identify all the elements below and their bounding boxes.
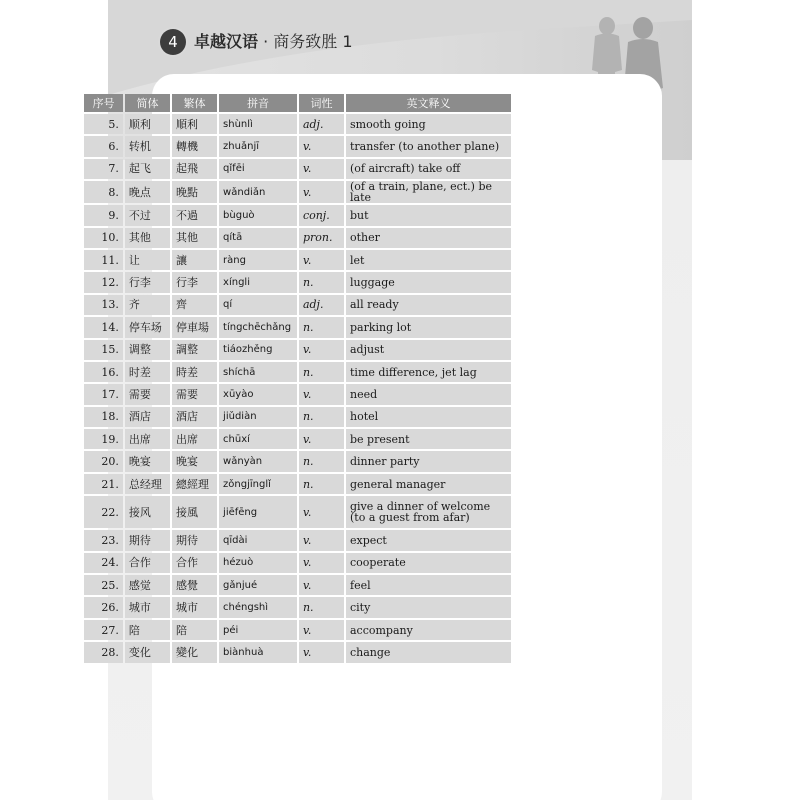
- book-title-subtitle: · 商务致胜 1: [263, 32, 353, 51]
- book-title: [194, 32, 353, 52]
- cell-traditional: 合作: [172, 553, 217, 573]
- cell-traditional: 齊: [172, 295, 217, 315]
- col-header-simplified: 简体: [125, 94, 170, 112]
- cell-english: (of aircraft) take off: [346, 159, 511, 179]
- cell-number: 7.: [84, 159, 123, 179]
- cell-part-of-speech: n.: [299, 597, 344, 617]
- cell-simplified: 起飞: [125, 159, 170, 179]
- cell-english: give a dinner of welcome (to a guest from afar): [346, 496, 511, 528]
- table-row: [84, 340, 511, 360]
- cell-number: 23.: [84, 530, 123, 550]
- cell-simplified: 期待: [125, 530, 170, 550]
- cell-simplified: 不过: [125, 205, 170, 225]
- cell-traditional: 行李: [172, 272, 217, 292]
- cell-number: 24.: [84, 553, 123, 573]
- vocabulary-table-body: [84, 114, 511, 663]
- cell-simplified: 出席: [125, 429, 170, 449]
- cell-number: 11.: [84, 250, 123, 270]
- table-row: [84, 530, 511, 550]
- cell-english: need: [346, 384, 511, 404]
- table-row: [84, 575, 511, 595]
- page-number-badge: 4: [160, 29, 186, 55]
- cell-number: 18.: [84, 407, 123, 427]
- cell-pinyin: tiáozhěng: [219, 340, 297, 360]
- cell-english: city: [346, 597, 511, 617]
- cell-english: dinner party: [346, 451, 511, 471]
- cell-english: other: [346, 228, 511, 248]
- cell-part-of-speech: n.: [299, 362, 344, 382]
- cell-english: cooperate: [346, 553, 511, 573]
- cell-pinyin: qīdài: [219, 530, 297, 550]
- cell-pinyin: shùnlì: [219, 114, 297, 134]
- cell-english: feel: [346, 575, 511, 595]
- cell-part-of-speech: adj.: [299, 295, 344, 315]
- cell-english: all ready: [346, 295, 511, 315]
- cell-simplified: 晚点: [125, 181, 170, 203]
- cell-pinyin: xūyào: [219, 384, 297, 404]
- cell-number: 25.: [84, 575, 123, 595]
- cell-part-of-speech: v.: [299, 136, 344, 156]
- cell-traditional: 起飛: [172, 159, 217, 179]
- cell-number: 21.: [84, 474, 123, 494]
- cell-number: 6.: [84, 136, 123, 156]
- table-row: [84, 384, 511, 404]
- cell-number: 13.: [84, 295, 123, 315]
- cell-pinyin: gǎnjué: [219, 575, 297, 595]
- cell-simplified: 变化: [125, 642, 170, 662]
- cell-english: general manager: [346, 474, 511, 494]
- cell-number: 27.: [84, 620, 123, 640]
- cell-part-of-speech: n.: [299, 451, 344, 471]
- table-row: [84, 295, 511, 315]
- cell-part-of-speech: v.: [299, 181, 344, 203]
- cell-english: parking lot: [346, 317, 511, 337]
- vocabulary-table: [82, 92, 513, 665]
- cell-pinyin: shíchā: [219, 362, 297, 382]
- table-row: [84, 597, 511, 617]
- cell-part-of-speech: n.: [299, 474, 344, 494]
- cell-english: smooth going: [346, 114, 511, 134]
- cell-part-of-speech: pron.: [299, 228, 344, 248]
- cell-traditional: 轉機: [172, 136, 217, 156]
- cell-traditional: 酒店: [172, 407, 217, 427]
- cell-pinyin: qǐfēi: [219, 159, 297, 179]
- cell-number: 22.: [84, 496, 123, 528]
- cell-part-of-speech: n.: [299, 272, 344, 292]
- cell-number: 26.: [84, 597, 123, 617]
- cell-simplified: 时差: [125, 362, 170, 382]
- col-header-part-of-speech: 词性: [299, 94, 344, 112]
- table-row: [84, 496, 511, 528]
- table-header-row: [84, 94, 511, 112]
- cell-english: let: [346, 250, 511, 270]
- cell-simplified: 总经理: [125, 474, 170, 494]
- cell-pinyin: qítā: [219, 228, 297, 248]
- col-header-pinyin: 拼音: [219, 94, 297, 112]
- cell-part-of-speech: adj.: [299, 114, 344, 134]
- cell-part-of-speech: n.: [299, 407, 344, 427]
- cell-english: expect: [346, 530, 511, 550]
- cell-english: hotel: [346, 407, 511, 427]
- cell-part-of-speech: conj.: [299, 205, 344, 225]
- cell-english: change: [346, 642, 511, 662]
- cell-part-of-speech: v.: [299, 496, 344, 528]
- book-title-main: 卓越汉语: [194, 32, 259, 51]
- cell-part-of-speech: v.: [299, 384, 344, 404]
- cell-pinyin: hézuò: [219, 553, 297, 573]
- table-row: [84, 181, 511, 203]
- cell-part-of-speech: v.: [299, 642, 344, 662]
- cell-number: 28.: [84, 642, 123, 662]
- cell-part-of-speech: v.: [299, 575, 344, 595]
- table-row: [84, 451, 511, 471]
- cell-traditional: 晚宴: [172, 451, 217, 471]
- cell-simplified: 调整: [125, 340, 170, 360]
- cell-pinyin: chūxí: [219, 429, 297, 449]
- cell-pinyin: wǎndiǎn: [219, 181, 297, 203]
- cell-number: 16.: [84, 362, 123, 382]
- table-row: [84, 620, 511, 640]
- cell-simplified: 城市: [125, 597, 170, 617]
- cell-traditional: 不過: [172, 205, 217, 225]
- cell-number: 8.: [84, 181, 123, 203]
- cell-simplified: 顺利: [125, 114, 170, 134]
- col-header-traditional: 繁体: [172, 94, 217, 112]
- cell-pinyin: tíngchēchǎng: [219, 317, 297, 337]
- cell-traditional: 調整: [172, 340, 217, 360]
- cell-number: 9.: [84, 205, 123, 225]
- cell-english: adjust: [346, 340, 511, 360]
- cell-number: 10.: [84, 228, 123, 248]
- cell-part-of-speech: v.: [299, 250, 344, 270]
- cell-part-of-speech: v.: [299, 429, 344, 449]
- cell-simplified: 需要: [125, 384, 170, 404]
- cell-english: accompany: [346, 620, 511, 640]
- cell-traditional: 時差: [172, 362, 217, 382]
- cell-number: 19.: [84, 429, 123, 449]
- cell-part-of-speech: v.: [299, 159, 344, 179]
- cell-number: 17.: [84, 384, 123, 404]
- cell-english: be present: [346, 429, 511, 449]
- cell-pinyin: ràng: [219, 250, 297, 270]
- cell-traditional: 陪: [172, 620, 217, 640]
- cell-part-of-speech: v.: [299, 530, 344, 550]
- table-row: [84, 407, 511, 427]
- cell-number: 14.: [84, 317, 123, 337]
- cell-simplified: 陪: [125, 620, 170, 640]
- cell-english: (of a train, plane, ect.) be late: [346, 181, 511, 203]
- cell-pinyin: jiǔdiàn: [219, 407, 297, 427]
- cell-part-of-speech: v.: [299, 620, 344, 640]
- cell-part-of-speech: n.: [299, 317, 344, 337]
- table-row: [84, 205, 511, 225]
- table-row: [84, 362, 511, 382]
- cell-simplified: 晚宴: [125, 451, 170, 471]
- cell-english: luggage: [346, 272, 511, 292]
- cell-english: time difference, jet lag: [346, 362, 511, 382]
- col-header-number: 序号: [84, 94, 123, 112]
- cell-pinyin: zǒngjīnglǐ: [219, 474, 297, 494]
- cell-traditional: 順利: [172, 114, 217, 134]
- table-row: [84, 272, 511, 292]
- cell-traditional: 出席: [172, 429, 217, 449]
- col-header-english: 英文释义: [346, 94, 511, 112]
- cell-traditional: 需要: [172, 384, 217, 404]
- cell-traditional: 接風: [172, 496, 217, 528]
- cell-traditional: 總經理: [172, 474, 217, 494]
- cell-number: 15.: [84, 340, 123, 360]
- cell-pinyin: péi: [219, 620, 297, 640]
- table-row: [84, 228, 511, 248]
- cell-pinyin: qí: [219, 295, 297, 315]
- cell-traditional: 晚點: [172, 181, 217, 203]
- cell-traditional: 城市: [172, 597, 217, 617]
- cell-simplified: 齐: [125, 295, 170, 315]
- cell-pinyin: wǎnyàn: [219, 451, 297, 471]
- cell-simplified: 感觉: [125, 575, 170, 595]
- cell-pinyin: bùguò: [219, 205, 297, 225]
- cell-pinyin: biànhuà: [219, 642, 297, 662]
- cell-simplified: 行李: [125, 272, 170, 292]
- cell-pinyin: xíngli: [219, 272, 297, 292]
- cell-english: but: [346, 205, 511, 225]
- table-row: [84, 250, 511, 270]
- cell-part-of-speech: v.: [299, 553, 344, 573]
- cell-traditional: 變化: [172, 642, 217, 662]
- cell-traditional: 期待: [172, 530, 217, 550]
- table-row: [84, 159, 511, 179]
- cell-simplified: 其他: [125, 228, 170, 248]
- cell-traditional: 感覺: [172, 575, 217, 595]
- table-row: [84, 114, 511, 134]
- cell-simplified: 停车场: [125, 317, 170, 337]
- cell-simplified: 合作: [125, 553, 170, 573]
- cell-traditional: 其他: [172, 228, 217, 248]
- cell-pinyin: zhuǎnjī: [219, 136, 297, 156]
- cell-simplified: 让: [125, 250, 170, 270]
- cell-pinyin: chéngshì: [219, 597, 297, 617]
- cell-traditional: 讓: [172, 250, 217, 270]
- cell-number: 12.: [84, 272, 123, 292]
- cell-number: 20.: [84, 451, 123, 471]
- table-row: [84, 429, 511, 449]
- cell-part-of-speech: v.: [299, 340, 344, 360]
- table-row: [84, 553, 511, 573]
- table-row: [84, 136, 511, 156]
- cell-english: transfer (to another plane): [346, 136, 511, 156]
- cell-pinyin: jiēfēng: [219, 496, 297, 528]
- cell-number: 5.: [84, 114, 123, 134]
- table-row: [84, 642, 511, 662]
- cell-simplified: 转机: [125, 136, 170, 156]
- table-row: [84, 317, 511, 337]
- cell-simplified: 酒店: [125, 407, 170, 427]
- cell-simplified: 接风: [125, 496, 170, 528]
- table-row: [84, 474, 511, 494]
- cell-traditional: 停車場: [172, 317, 217, 337]
